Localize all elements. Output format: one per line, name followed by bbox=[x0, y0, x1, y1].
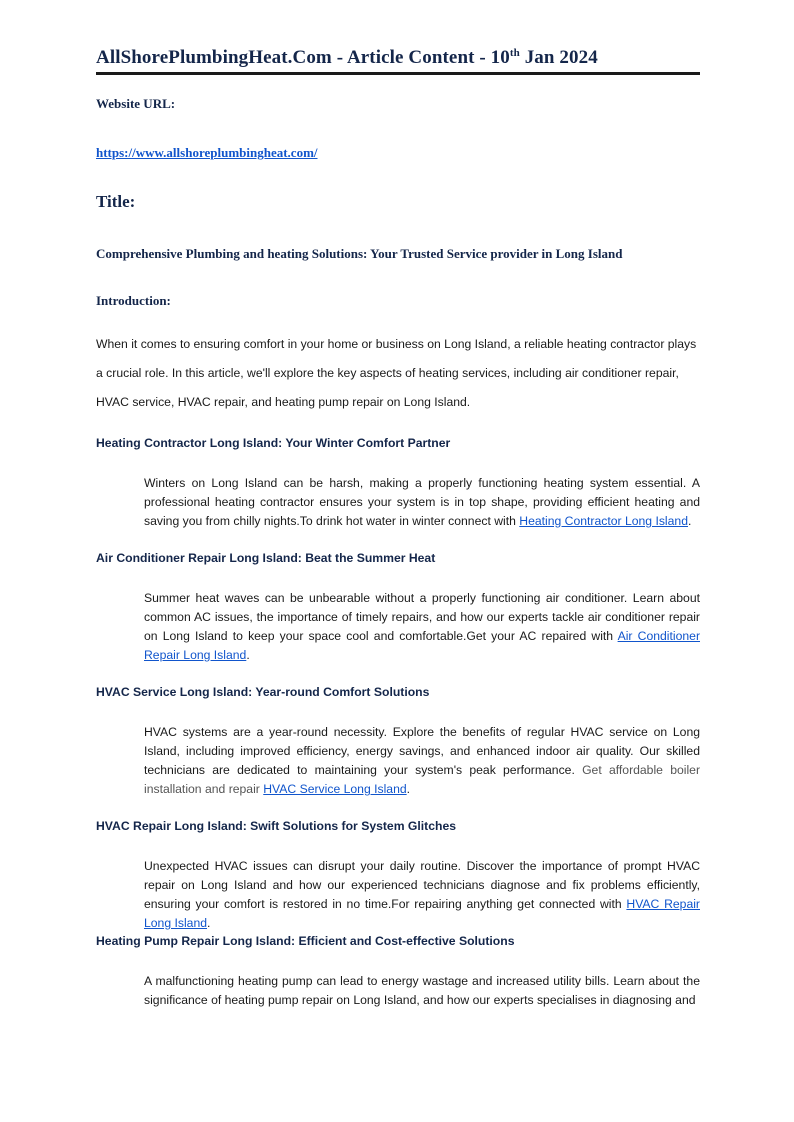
section-heading-hvac-service: HVAC Service Long Island: Year-round Comfort Solutions bbox=[96, 685, 430, 699]
website-url-link[interactable]: https://www.allshoreplumbingheat.com/ bbox=[96, 145, 318, 160]
title-divider bbox=[96, 72, 700, 75]
section-body-hvac-service bbox=[144, 723, 700, 799]
document-title-date: Jan 2024 bbox=[519, 47, 598, 68]
document-title bbox=[96, 47, 700, 69]
section-text: A malfunctioning heating pump can lead to energy wastage and increased utility bills. Learn about the significance of heating pump repair on Long Island, and how our experts specialises in diagnosing and bbox=[144, 974, 700, 1007]
section-tail: . bbox=[406, 782, 411, 796]
section-heading-air-conditioner-repair: Air Conditioner Repair Long Island: Beat the Summer Heat bbox=[96, 551, 436, 565]
section-tail: . bbox=[687, 514, 692, 528]
section-body-heating-contractor bbox=[144, 474, 700, 531]
document-title-ordinal: th bbox=[509, 47, 520, 59]
website-url-label: Website URL: bbox=[96, 96, 176, 111]
section-extra-text: Get affordable boiler installation and repair bbox=[144, 763, 700, 796]
section-text: HVAC systems are a year-round necessity. Explore the benefits of regular HVAC service on Long Island, including improved efficiency, energy savings, and enhanced indoor air quality. Our skilled technicians are dedicated to maintaining your system's peak performance. bbox=[144, 725, 700, 777]
section-heading-heating-contractor: Heating Contractor Long Island: Your Winter Comfort Partner bbox=[96, 436, 451, 450]
section-heading-heating-pump-repair: Heating Pump Repair Long Island: Efficient and Cost-effective Solutions bbox=[96, 934, 515, 948]
section-body-heating-pump-repair bbox=[144, 972, 700, 1010]
section-text: Summer heat waves can be unbearable without a properly functioning air conditioner. Learn about common AC issues, the importance of timely repairs, and how our experts tackle air conditioner repair on Long Island to keep your space cool and comfortable.Get your AC repaired with bbox=[144, 591, 700, 643]
title-label: Title: bbox=[96, 192, 136, 211]
section-tail: . bbox=[207, 916, 211, 930]
section-text: Unexpected HVAC issues can disrupt your daily routine. Discover the importance of prompt HVAC repair on Long Island and how our experienced technicians diagnose and fix problems efficiently, ensuring your comfort is restored in no time.For repairing anything get connected with bbox=[144, 859, 700, 911]
section-body-hvac-repair bbox=[144, 857, 700, 933]
link-air-conditioner-repair-long-island[interactable]: Air Conditioner Repair Long Island bbox=[144, 629, 700, 662]
document-title-text: AllShorePlumbingHeat.Com - Article Content - 10 bbox=[96, 47, 510, 68]
introduction-label: Introduction: bbox=[96, 293, 171, 308]
section-tail: . bbox=[246, 648, 250, 662]
link-hvac-service-long-island[interactable]: HVAC Service Long Island bbox=[263, 782, 407, 796]
section-text: Winters on Long Island can be harsh, making a properly functioning heating system essential. A professional heating contractor ensures your system is in top shape, providing efficient heating and saving you from chilly nights.To drink hot water in winter connect with bbox=[144, 476, 700, 528]
section-body-air-conditioner-repair bbox=[144, 589, 700, 665]
link-hvac-repair-long-island[interactable]: HVAC Repair Long Island bbox=[144, 897, 700, 930]
article-title: Comprehensive Plumbing and heating Solutions: Your Trusted Service provider in Long Island bbox=[96, 246, 623, 261]
introduction-paragraph: When it comes to ensuring comfort in your home or business on Long Island, a reliable heating contractor plays a crucial role. In this article, we'll explore the key aspects of heating services, including air conditioner repair, HVAC service, HVAC repair, and heating pump repair on Long Island. bbox=[96, 337, 697, 409]
section-heading-hvac-repair: HVAC Repair Long Island: Swift Solutions for System Glitches bbox=[96, 819, 457, 833]
link-heating-contractor-long-island[interactable]: Heating Contractor Long Island bbox=[519, 514, 688, 528]
